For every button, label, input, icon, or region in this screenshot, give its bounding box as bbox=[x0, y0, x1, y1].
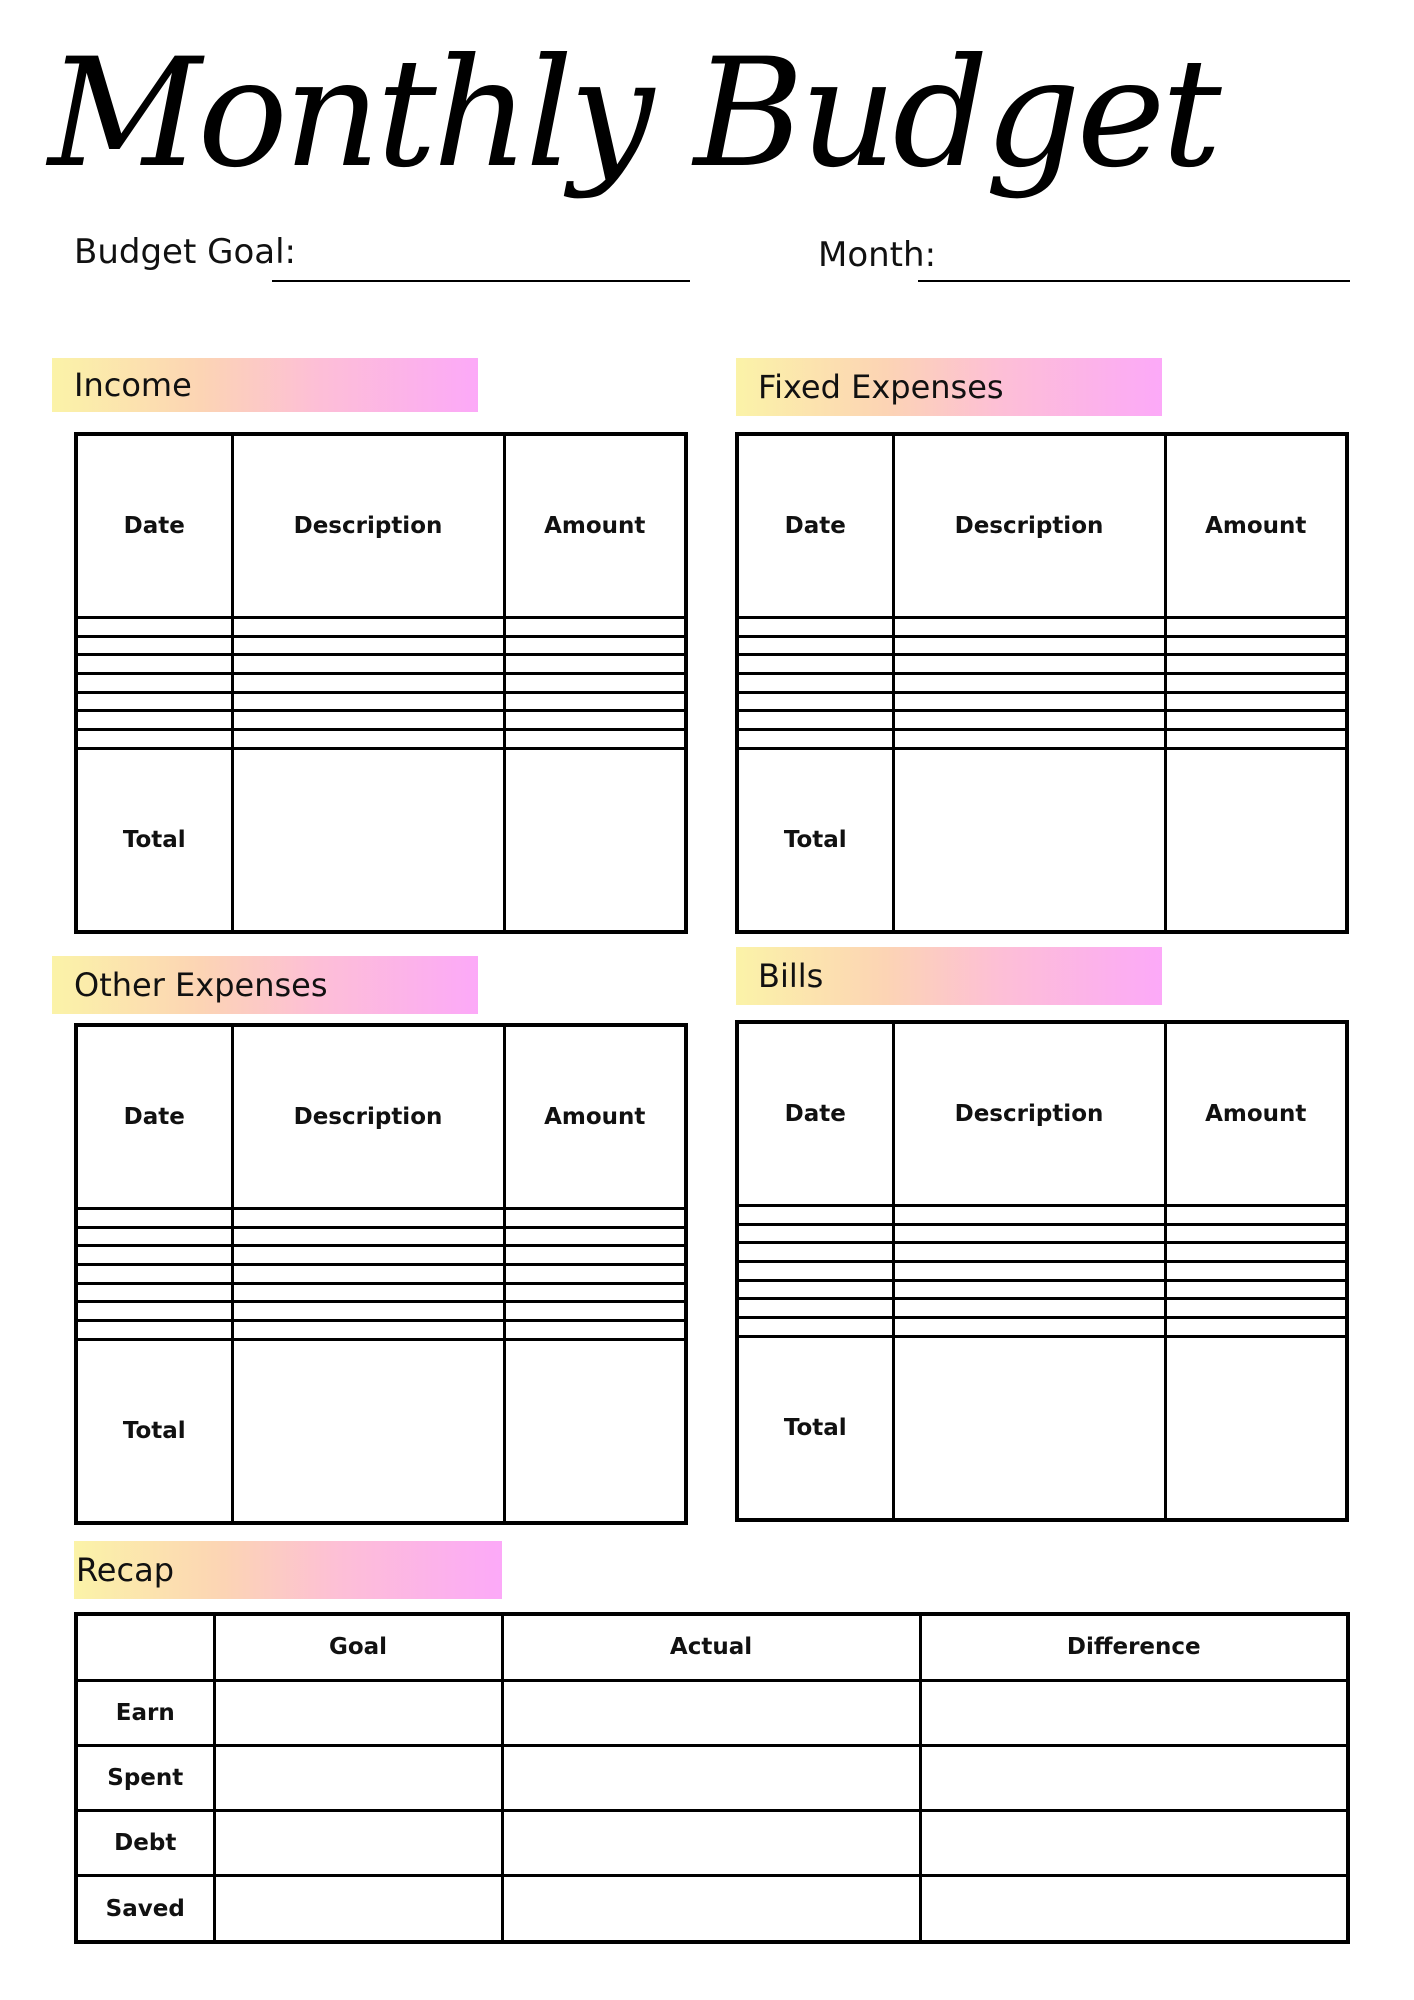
total-label: Total bbox=[737, 748, 893, 932]
description-cell[interactable] bbox=[893, 692, 1165, 711]
bills-title: Bills bbox=[758, 957, 824, 995]
date-cell[interactable] bbox=[737, 711, 893, 730]
column-header-description: Description bbox=[232, 434, 504, 618]
column-header-date: Date bbox=[76, 434, 232, 618]
table-row[interactable] bbox=[737, 1224, 1347, 1243]
table-row[interactable] bbox=[737, 636, 1347, 655]
bills-banner bbox=[736, 947, 1162, 1005]
table-row[interactable] bbox=[737, 1206, 1347, 1225]
table-row[interactable] bbox=[737, 1299, 1347, 1318]
total-row[interactable] bbox=[737, 1336, 1347, 1520]
description-cell[interactable] bbox=[893, 1262, 1165, 1281]
description-cell[interactable] bbox=[232, 711, 504, 730]
description-cell[interactable] bbox=[232, 636, 504, 655]
difference-cell[interactable] bbox=[920, 1811, 1348, 1876]
month-label: Month: bbox=[818, 235, 937, 275]
amount-cell[interactable] bbox=[504, 1265, 686, 1284]
table-row[interactable] bbox=[76, 1209, 686, 1228]
amount-cell[interactable] bbox=[1165, 618, 1347, 637]
table-row[interactable] bbox=[737, 711, 1347, 730]
table-row[interactable] bbox=[76, 1265, 686, 1284]
description-cell[interactable] bbox=[893, 618, 1165, 637]
column-header-amount: Amount bbox=[504, 1025, 686, 1209]
recap-row-earn[interactable] bbox=[76, 1680, 1348, 1745]
table-row[interactable] bbox=[737, 1262, 1347, 1281]
other-expenses-table bbox=[74, 1023, 688, 1525]
total-row[interactable] bbox=[737, 748, 1347, 932]
amount-cell[interactable] bbox=[504, 636, 686, 655]
other-expenses-title: Other Expenses bbox=[74, 966, 328, 1004]
actual-cell[interactable] bbox=[502, 1745, 920, 1810]
table-row[interactable] bbox=[76, 674, 686, 693]
column-header-date: Date bbox=[76, 1025, 232, 1209]
recap-table bbox=[74, 1612, 1350, 1944]
amount-cell[interactable] bbox=[1165, 1280, 1347, 1299]
date-cell[interactable] bbox=[737, 692, 893, 711]
date-cell[interactable] bbox=[76, 1283, 232, 1302]
fixed-expenses-title: Fixed Expenses bbox=[758, 368, 1004, 406]
month-field[interactable] bbox=[918, 280, 1350, 282]
amount-cell[interactable] bbox=[504, 711, 686, 730]
date-cell[interactable] bbox=[76, 674, 232, 693]
total-description-cell[interactable] bbox=[893, 748, 1165, 932]
recap-banner bbox=[74, 1541, 502, 1599]
description-cell[interactable] bbox=[893, 636, 1165, 655]
date-cell[interactable] bbox=[76, 618, 232, 637]
fixed-expenses-banner bbox=[736, 358, 1162, 416]
amount-cell[interactable] bbox=[1165, 1262, 1347, 1281]
amount-cell[interactable] bbox=[504, 1246, 686, 1265]
total-description-cell[interactable] bbox=[232, 748, 504, 932]
amount-cell[interactable] bbox=[504, 692, 686, 711]
description-cell[interactable] bbox=[232, 1321, 504, 1340]
date-cell[interactable] bbox=[737, 1206, 893, 1225]
difference-cell[interactable] bbox=[920, 1876, 1348, 1942]
income-title: Income bbox=[74, 366, 192, 404]
table-row[interactable] bbox=[76, 730, 686, 749]
date-cell[interactable] bbox=[737, 1224, 893, 1243]
recap-row-saved[interactable] bbox=[76, 1876, 1348, 1942]
amount-cell[interactable] bbox=[1165, 1206, 1347, 1225]
description-cell[interactable] bbox=[893, 1299, 1165, 1318]
description-cell[interactable] bbox=[232, 692, 504, 711]
description-cell[interactable] bbox=[893, 1318, 1165, 1337]
column-header-actual: Actual bbox=[502, 1614, 920, 1680]
description-cell[interactable] bbox=[893, 711, 1165, 730]
actual-cell[interactable] bbox=[502, 1680, 920, 1745]
total-label: Total bbox=[76, 1339, 232, 1523]
description-cell[interactable] bbox=[232, 618, 504, 637]
page-title-text: Monthly Budget bbox=[48, 27, 1218, 201]
amount-cell[interactable] bbox=[504, 655, 686, 674]
description-cell[interactable] bbox=[893, 674, 1165, 693]
date-cell[interactable] bbox=[76, 692, 232, 711]
table-row[interactable] bbox=[737, 618, 1347, 637]
amount-cell[interactable] bbox=[504, 1302, 686, 1321]
description-cell[interactable] bbox=[232, 730, 504, 749]
date-cell[interactable] bbox=[76, 655, 232, 674]
description-cell[interactable] bbox=[232, 674, 504, 693]
table-row[interactable] bbox=[737, 1280, 1347, 1299]
amount-cell[interactable] bbox=[1165, 730, 1347, 749]
date-cell[interactable] bbox=[737, 1318, 893, 1337]
column-header-amount: Amount bbox=[1165, 434, 1347, 618]
other-expenses-banner bbox=[52, 956, 478, 1014]
amount-cell[interactable] bbox=[1165, 1224, 1347, 1243]
budget-goal-field[interactable] bbox=[272, 280, 690, 282]
column-header-description: Description bbox=[232, 1025, 504, 1209]
table-row[interactable] bbox=[76, 618, 686, 637]
amount-cell[interactable] bbox=[504, 674, 686, 693]
goal-cell[interactable] bbox=[214, 1745, 502, 1810]
table-header-row bbox=[737, 1022, 1347, 1206]
date-cell[interactable] bbox=[737, 618, 893, 637]
goal-cell[interactable] bbox=[214, 1680, 502, 1745]
date-cell[interactable] bbox=[76, 1302, 232, 1321]
amount-cell[interactable] bbox=[504, 1209, 686, 1228]
date-cell[interactable] bbox=[76, 1209, 232, 1228]
description-cell[interactable] bbox=[893, 1206, 1165, 1225]
date-cell[interactable] bbox=[737, 1243, 893, 1262]
total-amount-cell[interactable] bbox=[1165, 1336, 1347, 1520]
table-row[interactable] bbox=[76, 1302, 686, 1321]
recap-corner-cell bbox=[76, 1614, 214, 1680]
table-row[interactable] bbox=[76, 711, 686, 730]
goal-cell[interactable] bbox=[214, 1811, 502, 1876]
date-cell[interactable] bbox=[76, 711, 232, 730]
description-cell[interactable] bbox=[232, 1265, 504, 1284]
date-cell[interactable] bbox=[737, 730, 893, 749]
description-cell[interactable] bbox=[893, 730, 1165, 749]
table-row[interactable] bbox=[76, 1227, 686, 1246]
date-cell[interactable] bbox=[76, 636, 232, 655]
income-banner bbox=[52, 358, 478, 412]
recap-row-label: Debt bbox=[76, 1811, 214, 1876]
date-cell[interactable] bbox=[76, 1265, 232, 1284]
date-cell[interactable] bbox=[76, 730, 232, 749]
amount-cell[interactable] bbox=[1165, 711, 1347, 730]
recap-row-label: Earn bbox=[76, 1680, 214, 1745]
amount-cell[interactable] bbox=[1165, 1318, 1347, 1337]
column-header-amount: Amount bbox=[504, 434, 686, 618]
budget-goal-label: Budget Goal: bbox=[74, 232, 296, 272]
amount-cell[interactable] bbox=[504, 1321, 686, 1340]
description-cell[interactable] bbox=[893, 1243, 1165, 1262]
total-amount-cell[interactable] bbox=[504, 1339, 686, 1523]
total-description-cell[interactable] bbox=[232, 1339, 504, 1523]
income-table bbox=[74, 432, 688, 934]
table-header-row bbox=[76, 434, 686, 618]
description-cell[interactable] bbox=[893, 1280, 1165, 1299]
table-row[interactable] bbox=[76, 1283, 686, 1302]
description-cell[interactable] bbox=[232, 1209, 504, 1228]
amount-cell[interactable] bbox=[1165, 1299, 1347, 1318]
description-cell[interactable] bbox=[232, 1283, 504, 1302]
recap-row-label: Spent bbox=[76, 1745, 214, 1810]
column-header-goal: Goal bbox=[214, 1614, 502, 1680]
description-cell[interactable] bbox=[232, 1246, 504, 1265]
column-header-description: Description bbox=[893, 1022, 1165, 1206]
recap-row-label: Saved bbox=[76, 1876, 214, 1942]
table-row[interactable] bbox=[76, 692, 686, 711]
table-row[interactable] bbox=[737, 692, 1347, 711]
actual-cell[interactable] bbox=[502, 1811, 920, 1876]
recap-row-spent[interactable] bbox=[76, 1745, 1348, 1810]
amount-cell[interactable] bbox=[504, 618, 686, 637]
total-description-cell[interactable] bbox=[893, 1336, 1165, 1520]
column-header-difference: Difference bbox=[920, 1614, 1348, 1680]
table-row[interactable] bbox=[737, 1318, 1347, 1337]
total-amount-cell[interactable] bbox=[1165, 748, 1347, 932]
goal-cell[interactable] bbox=[214, 1876, 502, 1942]
table-row[interactable] bbox=[76, 1321, 686, 1340]
amount-cell[interactable] bbox=[1165, 655, 1347, 674]
column-header-description: Description bbox=[893, 434, 1165, 618]
column-header-amount: Amount bbox=[1165, 1022, 1347, 1206]
table-row[interactable] bbox=[76, 655, 686, 674]
table-header-row bbox=[737, 434, 1347, 618]
total-row[interactable] bbox=[76, 1339, 686, 1523]
fixed-expenses-table bbox=[735, 432, 1349, 934]
table-row[interactable] bbox=[737, 674, 1347, 693]
description-cell[interactable] bbox=[232, 1227, 504, 1246]
total-label: Total bbox=[76, 748, 232, 932]
table-row[interactable] bbox=[737, 730, 1347, 749]
actual-cell[interactable] bbox=[502, 1876, 920, 1942]
difference-cell[interactable] bbox=[920, 1745, 1348, 1810]
amount-cell[interactable] bbox=[1165, 1243, 1347, 1262]
date-cell[interactable] bbox=[76, 1246, 232, 1265]
amount-cell[interactable] bbox=[1165, 636, 1347, 655]
amount-cell[interactable] bbox=[504, 730, 686, 749]
description-cell[interactable] bbox=[893, 655, 1165, 674]
total-row[interactable] bbox=[76, 748, 686, 932]
date-cell[interactable] bbox=[737, 636, 893, 655]
difference-cell[interactable] bbox=[920, 1680, 1348, 1745]
bills-table bbox=[735, 1020, 1349, 1522]
recap-title: Recap bbox=[76, 1551, 174, 1589]
column-header-date: Date bbox=[737, 1022, 893, 1206]
amount-cell[interactable] bbox=[504, 1283, 686, 1302]
date-cell[interactable] bbox=[76, 1321, 232, 1340]
column-header-date: Date bbox=[737, 434, 893, 618]
description-cell[interactable] bbox=[232, 1302, 504, 1321]
recap-row-debt[interactable] bbox=[76, 1811, 1348, 1876]
date-cell[interactable] bbox=[737, 1280, 893, 1299]
date-cell[interactable] bbox=[737, 1262, 893, 1281]
page-title bbox=[40, 0, 1218, 230]
table-row[interactable] bbox=[76, 636, 686, 655]
description-cell[interactable] bbox=[893, 1224, 1165, 1243]
recap-header-row bbox=[76, 1614, 1348, 1680]
date-cell[interactable] bbox=[737, 655, 893, 674]
table-header-row bbox=[76, 1025, 686, 1209]
amount-cell[interactable] bbox=[504, 1227, 686, 1246]
description-cell[interactable] bbox=[232, 655, 504, 674]
date-cell[interactable] bbox=[737, 674, 893, 693]
date-cell[interactable] bbox=[737, 1299, 893, 1318]
table-row[interactable] bbox=[737, 655, 1347, 674]
total-amount-cell[interactable] bbox=[504, 748, 686, 932]
date-cell[interactable] bbox=[76, 1227, 232, 1246]
table-row[interactable] bbox=[76, 1246, 686, 1265]
table-row[interactable] bbox=[737, 1243, 1347, 1262]
amount-cell[interactable] bbox=[1165, 674, 1347, 693]
total-label: Total bbox=[737, 1336, 893, 1520]
amount-cell[interactable] bbox=[1165, 692, 1347, 711]
